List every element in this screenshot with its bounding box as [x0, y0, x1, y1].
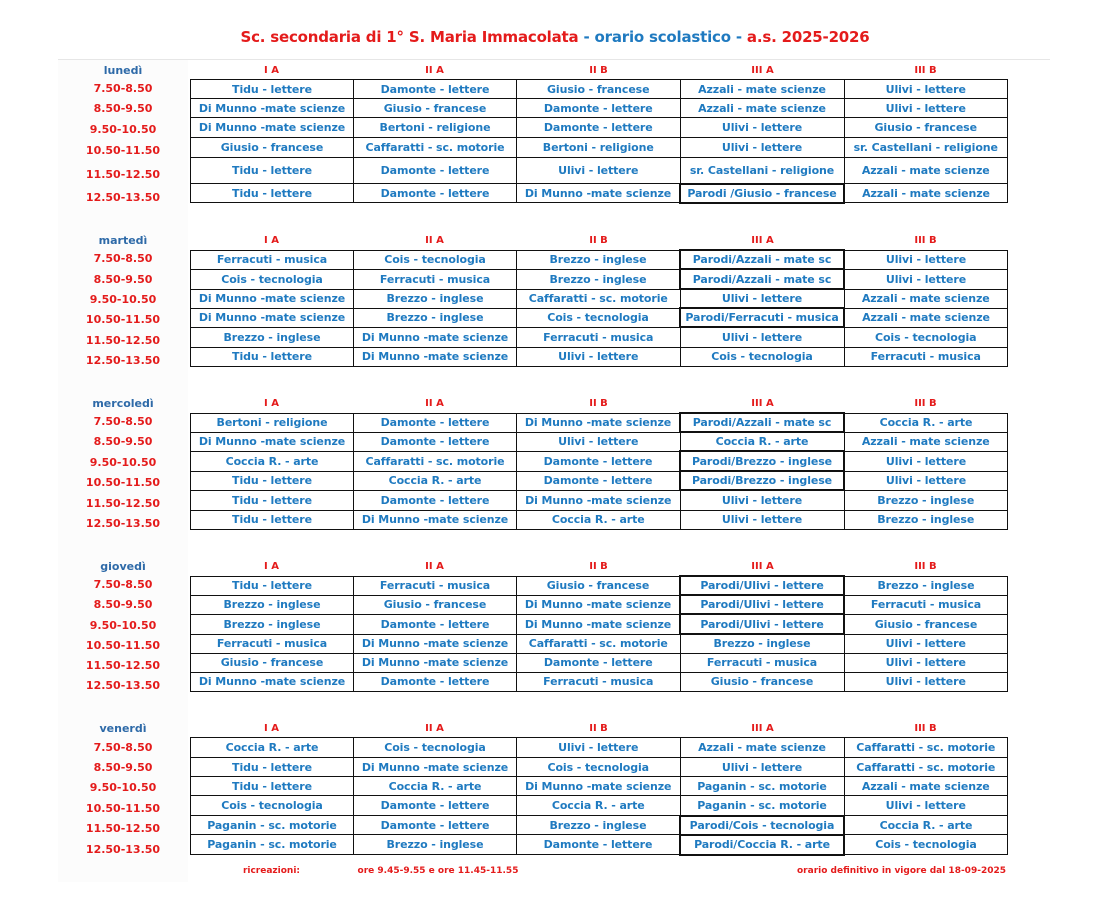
lesson-cell: Ulivi - lettere: [517, 158, 681, 184]
lesson-cell: Damonte - lettere: [354, 672, 517, 691]
class-header: I A: [264, 723, 279, 734]
class-header: III A: [751, 561, 774, 572]
table-row: [191, 672, 1008, 691]
lesson-cell: Giusio - francese: [844, 614, 1008, 634]
day-name: giovedì: [100, 560, 146, 573]
valid-from-note: orario definitivo in vigore dal 18-09-2025: [797, 866, 1006, 876]
time-slot-label: 10.50-11.50: [85, 476, 161, 489]
table-row: [191, 614, 1008, 634]
class-header: II A: [425, 723, 444, 734]
lesson-cell: Parodi/Coccia R. - arte: [680, 835, 844, 855]
time-slot-label: 7.50-8.50: [93, 82, 153, 95]
lesson-cell: Tidu - lettere: [191, 576, 354, 595]
lesson-cell: Di Munno -mate scienze: [517, 595, 681, 614]
table-row: [191, 308, 1008, 327]
lesson-cell: Ulivi - lettere: [517, 738, 681, 758]
class-header: III B: [914, 723, 937, 734]
lesson-cell: Parodi/Azzali - mate sc: [680, 250, 844, 269]
table-row: [191, 510, 1008, 529]
lesson-cell: Coccia R. - arte: [844, 816, 1008, 835]
lesson-cell: Giusio - francese: [844, 118, 1008, 138]
table-row: [191, 634, 1008, 653]
lesson-cell: Coccia R. - arte: [680, 432, 844, 451]
lesson-cell: Damonte - lettere: [354, 432, 517, 451]
lesson-cell: Paganin - sc. motorie: [680, 796, 844, 816]
lesson-cell: Parodi/Ulivi - lettere: [680, 576, 844, 595]
lesson-cell: Parodi/Ferracuti - musica: [680, 308, 844, 327]
lesson-cell: Bertoni - religione: [191, 413, 354, 432]
table-row: [191, 816, 1008, 835]
class-header: III B: [914, 65, 937, 76]
time-slot-label: 12.50-13.50: [85, 354, 161, 367]
lesson-cell: Caffaratti - sc. motorie: [517, 634, 681, 653]
time-slot-label: 8.50-9.50: [93, 435, 153, 448]
table-row: [191, 289, 1008, 308]
class-header: I A: [264, 398, 279, 409]
lesson-cell: Azzali - mate scienze: [680, 99, 844, 118]
time-slot-label: 10.50-11.50: [85, 144, 161, 157]
lesson-cell: Giusio - francese: [517, 80, 681, 99]
lesson-cell: Giusio - francese: [680, 672, 844, 691]
lesson-cell: Cois - tecnologia: [354, 738, 517, 758]
lesson-cell: Cois - tecnologia: [844, 835, 1008, 855]
lesson-cell: Ferracuti - musica: [517, 327, 681, 347]
lesson-cell: Tidu - lettere: [191, 510, 354, 529]
time-slot-label: 7.50-8.50: [93, 415, 153, 428]
lesson-cell: Di Munno -mate scienze: [517, 490, 681, 510]
class-header: I A: [264, 65, 279, 76]
timetable-grid: [190, 79, 1008, 204]
time-slot-label: 9.50-10.50: [89, 619, 157, 632]
lesson-cell: Ulivi - lettere: [680, 118, 844, 138]
lesson-cell: Di Munno -mate scienze: [191, 672, 354, 691]
class-header: II B: [589, 65, 608, 76]
lesson-cell: Brezzo - inglese: [517, 816, 681, 835]
lesson-cell: Caffaratti - sc. motorie: [354, 451, 517, 471]
lesson-cell: Damonte - lettere: [517, 99, 681, 118]
time-slot-label: 10.50-11.50: [85, 639, 161, 652]
page-title: Sc. secondaria di 1° S. Maria Immacolata - orario scolastico - a.s. 2025-2026: [240, 28, 870, 46]
lesson-cell: Brezzo - inglese: [517, 269, 681, 289]
lesson-cell: Tidu - lettere: [191, 184, 354, 203]
lesson-cell: Ferracuti - musica: [844, 347, 1008, 366]
lesson-cell: Parodi /Giusio - francese: [680, 184, 844, 203]
lesson-cell: Azzali - mate scienze: [844, 308, 1008, 327]
lesson-cell: Cois - tecnologia: [191, 796, 354, 816]
day-name: lunedì: [103, 64, 143, 77]
lesson-cell: Brezzo - inglese: [354, 308, 517, 327]
table-row: [191, 796, 1008, 816]
lesson-cell: Coccia R. - arte: [191, 738, 354, 758]
lesson-cell: Ferracuti - musica: [354, 576, 517, 595]
lesson-cell: Brezzo - inglese: [191, 614, 354, 634]
table-row: [191, 738, 1008, 758]
time-slot-label: 10.50-11.50: [85, 313, 161, 326]
lesson-cell: Damonte - lettere: [354, 184, 517, 203]
lesson-cell: Di Munno -mate scienze: [191, 289, 354, 308]
lesson-cell: Ulivi - lettere: [844, 451, 1008, 471]
lesson-cell: Tidu - lettere: [191, 758, 354, 777]
lesson-cell: Di Munno -mate scienze: [354, 634, 517, 653]
lesson-cell: Azzali - mate scienze: [844, 289, 1008, 308]
lesson-cell: Giusio - francese: [191, 138, 354, 158]
lesson-cell: Paganin - sc. motorie: [680, 777, 844, 796]
title-doc: orario scolastico: [594, 28, 731, 46]
lesson-cell: Cois - tecnologia: [354, 250, 517, 269]
table-row: [191, 471, 1008, 490]
lesson-cell: Ulivi - lettere: [844, 250, 1008, 269]
lesson-cell: Ulivi - lettere: [680, 490, 844, 510]
lesson-cell: Tidu - lettere: [191, 471, 354, 490]
lesson-cell: Damonte - lettere: [354, 158, 517, 184]
lesson-cell: Damonte - lettere: [517, 835, 681, 855]
lesson-cell: Coccia R. - arte: [354, 471, 517, 490]
table-row: [191, 413, 1008, 432]
lesson-cell: Bertoni - religione: [354, 118, 517, 138]
class-header: I A: [264, 235, 279, 246]
class-header: II A: [425, 65, 444, 76]
lesson-cell: Ulivi - lettere: [680, 758, 844, 777]
time-slot-label: 9.50-10.50: [89, 456, 157, 469]
time-slot-label: 11.50-12.50: [85, 497, 161, 510]
lesson-cell: Di Munno -mate scienze: [191, 99, 354, 118]
time-slot-label: 10.50-11.50: [85, 802, 161, 815]
lesson-cell: Coccia R. - arte: [191, 451, 354, 471]
table-row: [191, 138, 1008, 158]
lesson-cell: Ulivi - lettere: [844, 471, 1008, 490]
lesson-cell: Di Munno -mate scienze: [354, 327, 517, 347]
table-row: [191, 490, 1008, 510]
breaks-label: ricreazioni:: [242, 866, 301, 876]
title-year: a.s. 2025-2026: [746, 28, 870, 46]
table-row: [191, 347, 1008, 366]
lesson-cell: Damonte - lettere: [354, 796, 517, 816]
lesson-cell: Giusio - francese: [354, 99, 517, 118]
lesson-cell: Cois - tecnologia: [517, 758, 681, 777]
lesson-cell: Brezzo - inglese: [517, 250, 681, 269]
lesson-cell: Cois - tecnologia: [844, 327, 1008, 347]
lesson-cell: Di Munno -mate scienze: [354, 758, 517, 777]
lesson-cell: Di Munno -mate scienze: [191, 308, 354, 327]
lesson-cell: Damonte - lettere: [354, 816, 517, 835]
lesson-cell: Parodi/Azzali - mate sc: [680, 269, 844, 289]
lesson-cell: Giusio - francese: [354, 595, 517, 614]
lesson-cell: Ferracuti - musica: [191, 634, 354, 653]
time-slot-label: 9.50-10.50: [89, 123, 157, 136]
table-row: [191, 777, 1008, 796]
table-row: [191, 184, 1008, 203]
lesson-cell: Paganin - sc. motorie: [191, 816, 354, 835]
lesson-cell: Tidu - lettere: [191, 158, 354, 184]
lesson-cell: Coccia R. - arte: [354, 777, 517, 796]
lesson-cell: Coccia R. - arte: [844, 413, 1008, 432]
table-row: [191, 158, 1008, 184]
table-row: [191, 451, 1008, 471]
table-row: [191, 835, 1008, 855]
lesson-cell: Tidu - lettere: [191, 347, 354, 366]
title-divider: [58, 59, 1050, 60]
lesson-cell: Ulivi - lettere: [517, 347, 681, 366]
lesson-cell: Caffaratti - sc. motorie: [354, 138, 517, 158]
lesson-cell: Parodi/Brezzo - inglese: [680, 451, 844, 471]
lesson-cell: Di Munno -mate scienze: [354, 510, 517, 529]
table-row: [191, 99, 1008, 118]
lesson-cell: Di Munno -mate scienze: [517, 614, 681, 634]
lesson-cell: Tidu - lettere: [191, 777, 354, 796]
lesson-cell: Ferracuti - musica: [680, 653, 844, 672]
class-header: III A: [751, 235, 774, 246]
lesson-cell: Ulivi - lettere: [844, 99, 1008, 118]
lesson-cell: Damonte - lettere: [517, 471, 681, 490]
time-slot-label: 12.50-13.50: [85, 843, 161, 856]
class-header: II A: [425, 561, 444, 572]
lesson-cell: Ulivi - lettere: [844, 634, 1008, 653]
lesson-cell: Parodi/Ulivi - lettere: [680, 614, 844, 634]
lesson-cell: Ferracuti - musica: [191, 250, 354, 269]
table-row: [191, 269, 1008, 289]
class-header: III B: [914, 561, 937, 572]
lesson-cell: Azzali - mate scienze: [844, 432, 1008, 451]
class-header: III B: [914, 398, 937, 409]
lesson-cell: Giusio - francese: [517, 576, 681, 595]
lesson-cell: Parodi/Brezzo - inglese: [680, 471, 844, 490]
lesson-cell: Ulivi - lettere: [517, 432, 681, 451]
class-header: III B: [914, 235, 937, 246]
lesson-cell: Brezzo - inglese: [844, 490, 1008, 510]
lesson-cell: Bertoni - religione: [517, 138, 681, 158]
lesson-cell: Ulivi - lettere: [680, 327, 844, 347]
lesson-cell: Ulivi - lettere: [844, 672, 1008, 691]
lesson-cell: Azzali - mate scienze: [844, 184, 1008, 203]
lesson-cell: Brezzo - inglese: [844, 576, 1008, 595]
table-row: [191, 432, 1008, 451]
timetable-grid: [190, 575, 1008, 692]
time-slot-label: 11.50-12.50: [85, 334, 161, 347]
lesson-cell: Azzali - mate scienze: [844, 158, 1008, 184]
time-slot-label: 9.50-10.50: [89, 293, 157, 306]
lesson-cell: Ferracuti - musica: [844, 595, 1008, 614]
lesson-cell: Azzali - mate scienze: [844, 777, 1008, 796]
lesson-cell: Di Munno -mate scienze: [191, 118, 354, 138]
lesson-cell: Di Munno -mate scienze: [517, 413, 681, 432]
lesson-cell: sr. Castellani - religione: [680, 158, 844, 184]
time-slot-label: 11.50-12.50: [85, 822, 161, 835]
lesson-cell: Cois - tecnologia: [680, 347, 844, 366]
time-slot-label: 8.50-9.50: [93, 102, 153, 115]
class-header: III A: [751, 398, 774, 409]
timetable-grid: [190, 249, 1008, 367]
title-school: Sc. secondaria di 1° S. Maria Immacolata: [240, 28, 579, 46]
lesson-cell: Paganin - sc. motorie: [191, 835, 354, 855]
time-slot-label: 12.50-13.50: [85, 191, 161, 204]
time-slot-label: 11.50-12.50: [85, 168, 161, 181]
class-header: II B: [589, 723, 608, 734]
lesson-cell: Brezzo - inglese: [680, 634, 844, 653]
lesson-cell: Ulivi - lettere: [844, 80, 1008, 99]
class-header: II A: [425, 398, 444, 409]
table-row: [191, 327, 1008, 347]
table-row: [191, 250, 1008, 269]
lesson-cell: Damonte - lettere: [354, 80, 517, 99]
class-header: III A: [751, 723, 774, 734]
time-slot-label: 11.50-12.50: [85, 659, 161, 672]
table-row: [191, 758, 1008, 777]
lesson-cell: Ulivi - lettere: [680, 289, 844, 308]
table-row: [191, 118, 1008, 138]
lesson-cell: Cois - tecnologia: [517, 308, 681, 327]
time-slot-label: 7.50-8.50: [93, 741, 153, 754]
table-row: [191, 80, 1008, 99]
lesson-cell: Tidu - lettere: [191, 490, 354, 510]
lesson-cell: Ulivi - lettere: [844, 796, 1008, 816]
class-header: III A: [751, 65, 774, 76]
time-slot-label: 7.50-8.50: [93, 578, 153, 591]
lesson-cell: Di Munno -mate scienze: [517, 184, 681, 203]
lesson-cell: Di Munno -mate scienze: [354, 347, 517, 366]
lesson-cell: Ulivi - lettere: [680, 138, 844, 158]
lesson-cell: Parodi/Cois - tecnologia: [680, 816, 844, 835]
lesson-cell: Damonte - lettere: [517, 118, 681, 138]
lesson-cell: Brezzo - inglese: [354, 835, 517, 855]
lesson-cell: Caffaratti - sc. motorie: [844, 758, 1008, 777]
timetable-grid: [190, 412, 1008, 530]
lesson-cell: Giusio - francese: [191, 653, 354, 672]
lesson-cell: Brezzo - inglese: [191, 327, 354, 347]
lesson-cell: Di Munno -mate scienze: [191, 432, 354, 451]
lesson-cell: Tidu - lettere: [191, 80, 354, 99]
table-row: [191, 576, 1008, 595]
class-header: I A: [264, 561, 279, 572]
time-slot-label: 8.50-9.50: [93, 598, 153, 611]
lesson-cell: Ulivi - lettere: [680, 510, 844, 529]
table-row: [191, 653, 1008, 672]
time-slot-label: 12.50-13.50: [85, 679, 161, 692]
lesson-cell: Brezzo - inglese: [354, 289, 517, 308]
class-header: II A: [425, 235, 444, 246]
lesson-cell: Ferracuti - musica: [517, 672, 681, 691]
lesson-cell: Damonte - lettere: [354, 614, 517, 634]
time-slot-label: 8.50-9.50: [93, 761, 153, 774]
lesson-cell: Parodi/Ulivi - lettere: [680, 595, 844, 614]
time-slot-label: 7.50-8.50: [93, 252, 153, 265]
lesson-cell: Coccia R. - arte: [517, 796, 681, 816]
lesson-cell: Caffaratti - sc. motorie: [844, 738, 1008, 758]
lesson-cell: Damonte - lettere: [517, 451, 681, 471]
lesson-cell: Azzali - mate scienze: [680, 80, 844, 99]
lesson-cell: Damonte - lettere: [354, 490, 517, 510]
lesson-cell: Azzali - mate scienze: [680, 738, 844, 758]
lesson-cell: Damonte - lettere: [517, 653, 681, 672]
time-slot-label: 9.50-10.50: [89, 781, 157, 794]
lesson-cell: Caffaratti - sc. motorie: [517, 289, 681, 308]
lesson-cell: Brezzo - inglese: [191, 595, 354, 614]
lesson-cell: Cois - tecnologia: [191, 269, 354, 289]
lesson-cell: Coccia R. - arte: [517, 510, 681, 529]
day-name: martedì: [98, 234, 148, 247]
lesson-cell: Di Munno -mate scienze: [354, 653, 517, 672]
lesson-cell: Brezzo - inglese: [844, 510, 1008, 529]
timetable-grid: [190, 737, 1008, 856]
breaks-value: ore 9.45-9.55 e ore 11.45-11.55: [357, 866, 519, 876]
time-slot-label: 8.50-9.50: [93, 273, 153, 286]
table-row: [191, 595, 1008, 614]
class-header: II B: [589, 398, 608, 409]
lesson-cell: Damonte - lettere: [354, 413, 517, 432]
lesson-cell: Di Munno -mate scienze: [517, 777, 681, 796]
lesson-cell: Ulivi - lettere: [844, 269, 1008, 289]
day-name: mercoledì: [92, 397, 154, 410]
day-name: venerdì: [99, 722, 147, 735]
class-header: II B: [589, 235, 608, 246]
class-header: II B: [589, 561, 608, 572]
lesson-cell: sr. Castellani - religione: [844, 138, 1008, 158]
lesson-cell: Ulivi - lettere: [844, 653, 1008, 672]
time-slot-label: 12.50-13.50: [85, 517, 161, 530]
lesson-cell: Parodi/Azzali - mate sc: [680, 413, 844, 432]
lesson-cell: Ferracuti - musica: [354, 269, 517, 289]
